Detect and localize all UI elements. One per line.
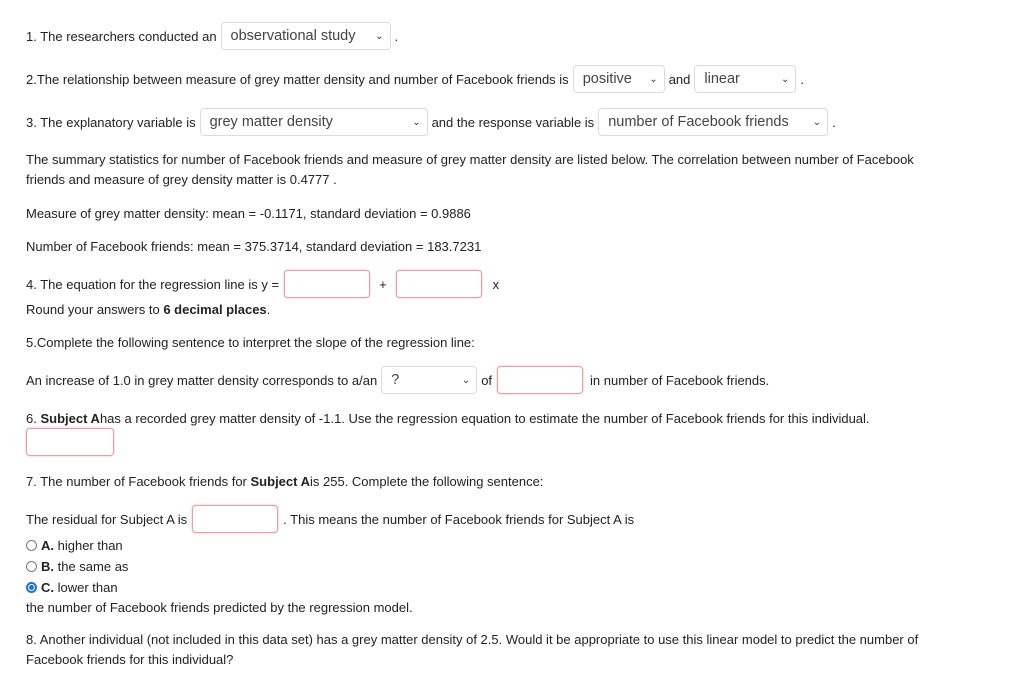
summary-paragraph: The summary statistics for number of Facebook friends and measure of grey matter density are listed below. The correlation between number of Facebook friends and measure of grey density matter is 0.4777 . xyxy=(26,152,914,187)
q7-bold: Subject A xyxy=(250,474,310,489)
q1-text: 1. The researchers conducted an xyxy=(26,28,217,44)
q3-text: 3. The explanatory variable is xyxy=(26,114,196,130)
q3-mid: and the response variable is xyxy=(431,114,595,130)
q2-text: 2.The relationship between measure of grey matter density and number of Facebook friends is xyxy=(26,71,569,87)
q5-sentence-post: in number of Facebook friends. xyxy=(590,372,770,388)
residual-pre: The residual for Subject A is xyxy=(26,511,188,527)
round-pre: Round your answers to xyxy=(26,302,160,317)
q5-of: of xyxy=(481,372,493,388)
option-b-letter: B. xyxy=(41,559,54,574)
radio-c[interactable] xyxy=(26,582,37,593)
plus-sign: + xyxy=(379,276,387,292)
intercept-input[interactable] xyxy=(284,270,370,298)
study-type-select[interactable] xyxy=(221,22,391,50)
option-b[interactable] xyxy=(26,559,128,574)
estimate-input[interactable] xyxy=(26,428,114,456)
chevron-down-icon: ⌄ xyxy=(375,30,384,42)
q7-text xyxy=(26,474,543,489)
chevron-down-icon: ⌄ xyxy=(781,73,790,85)
chevron-down-icon: ⌄ xyxy=(461,374,471,386)
option-c-text: lower than xyxy=(54,580,118,595)
q3-end: . xyxy=(832,114,836,130)
q2-and: and xyxy=(668,71,691,87)
q6-post: has a recorded grey matter density of -1.1. Use the regression equation to estimate the number of Facebook friends for this individual. xyxy=(99,411,870,426)
q1-end: . xyxy=(394,28,399,44)
chevron-down-icon: ⌄ xyxy=(812,116,822,128)
option-b-text: the same as xyxy=(54,559,129,574)
direction-select[interactable] xyxy=(573,65,665,93)
option-c[interactable] xyxy=(26,580,118,595)
radio-b[interactable] xyxy=(26,561,37,572)
study-type-value: observational study xyxy=(230,28,356,44)
q5-text: 5.Complete the following sentence to interpret the slope of the regression line: xyxy=(26,335,475,350)
radio-a[interactable] xyxy=(26,540,37,551)
q5-row xyxy=(26,366,769,394)
chevron-down-icon: ⌄ xyxy=(649,73,658,85)
q2-end: . xyxy=(800,71,805,87)
q4-text: 4. The equation for the regression line is y = xyxy=(26,276,280,292)
option-a[interactable] xyxy=(26,538,123,553)
form-select[interactable] xyxy=(694,65,796,93)
round-post: . xyxy=(266,302,271,317)
change-select[interactable] xyxy=(381,366,477,394)
q5-sentence-pre: An increase of 1.0 in grey matter density corresponds to a/an xyxy=(26,372,378,388)
q3-row xyxy=(26,108,836,136)
q7-post: is 255. Complete the following sentence: xyxy=(310,474,544,489)
slope-input[interactable] xyxy=(396,270,482,298)
residual-input[interactable] xyxy=(192,505,278,533)
explanatory-select[interactable] xyxy=(200,108,428,136)
change-value: ? xyxy=(391,372,400,388)
direction-value: positive xyxy=(582,71,632,87)
response-select[interactable] xyxy=(598,108,828,136)
q7-tail: the number of Facebook friends predicted by the regression model. xyxy=(26,600,413,615)
q6-pre: 6. xyxy=(26,411,37,426)
option-a-letter: A. xyxy=(41,538,54,553)
round-note xyxy=(26,302,270,317)
q7-pre: 7. The number of Facebook friends for xyxy=(26,474,247,489)
explanatory-value: grey matter density xyxy=(209,114,333,130)
option-c-letter: C. xyxy=(41,580,54,595)
q1-row xyxy=(26,22,398,50)
q8-text: 8. Another individual (not included in this data set) has a grey matter density of 2.5. Would it be appropriate to use this linear model to predict the number of Facebook friends for this individual? xyxy=(26,632,919,667)
q6-text xyxy=(26,411,870,426)
slope-interpretation-input[interactable] xyxy=(497,366,583,394)
q2-row xyxy=(26,65,804,93)
x-variable: x xyxy=(492,276,500,292)
residual-row xyxy=(26,505,634,533)
q6-bold: Subject A xyxy=(40,411,100,426)
grey-stats: Measure of grey matter density: mean = -0.1171, standard deviation = 0.9886 xyxy=(26,206,471,221)
form-value: linear xyxy=(704,71,740,87)
q4-row xyxy=(26,270,499,298)
fb-stats: Number of Facebook friends: mean = 375.3714, standard deviation = 183.7231 xyxy=(26,239,482,254)
residual-post: . This means the number of Facebook friends for Subject A is xyxy=(283,511,635,527)
round-bold: 6 decimal places xyxy=(163,302,267,317)
chevron-down-icon: ⌄ xyxy=(412,116,421,128)
option-a-text: higher than xyxy=(54,538,123,553)
response-value: number of Facebook friends xyxy=(608,114,789,130)
